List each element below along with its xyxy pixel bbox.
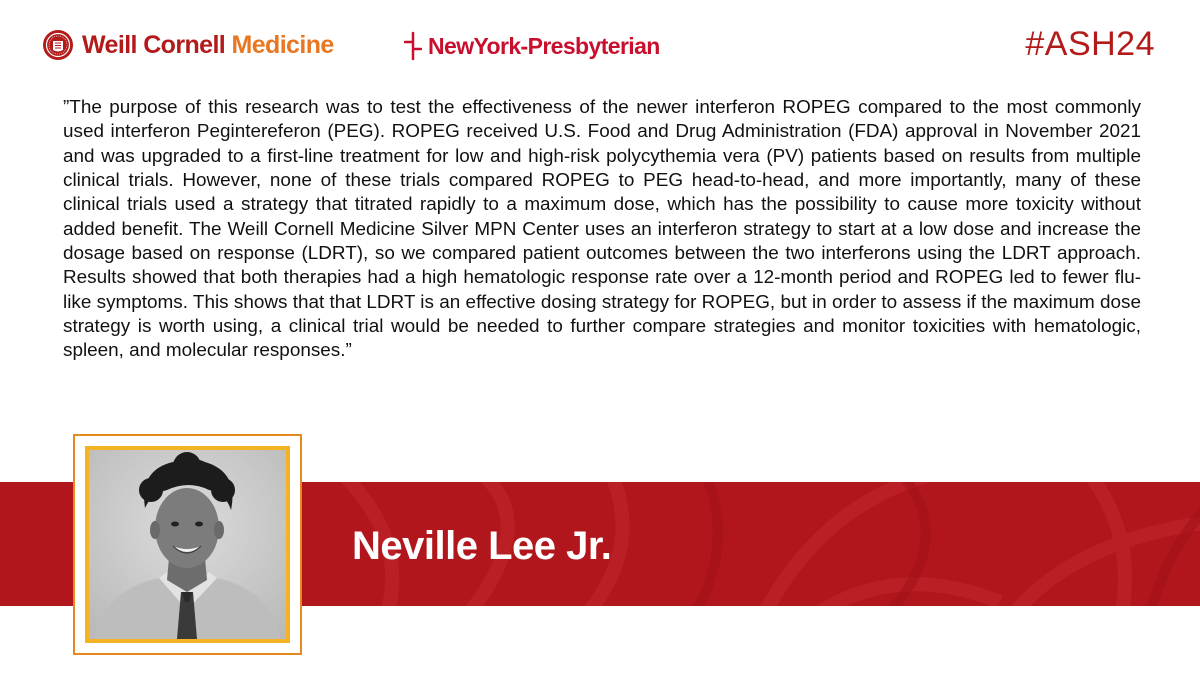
weill-cornell-medicine-logo[interactable] (42, 28, 334, 62)
speaker-portrait-image (89, 450, 286, 639)
event-hashtag: #ASH24 (1025, 25, 1155, 63)
newyork-presbyterian-logo[interactable] (404, 30, 660, 62)
quote-text: ”The purpose of this research was to test the effectiveness of the newer interferon ROPEG compared to the most commonly used interferon Pegintereferon (PEG). ROPEG received U.S. Food and Drug Administration (FDA) approval in November 2021 and was upgraded to a first-line treatment for low and high-risk polycythemia vera (PV) patients based on results from multiple clinical trials. However, none of these trials compared ROPEG to PEG head-to-head, and more importantly, many of these clinical trials used a strategy that titrated rapidly to a maximum dose, which has the possibility to cause more toxicity without added benefit. The Weill Cornell Medicine Silver MPN Center uses an interferon strategy to start at a low dose and increase the dosage based on response (LDRT), so we compared patient outcomes between the two interferons using the LDRT approach. Results showed that both therapies had a high hematologic response rate over a 12-month period and ROPEG led to fewer flu-like symptoms. This shows that that LDRT is an effective dosing strategy for ROPEG, but in order to assess if the maximum dose strategy is worth using, a clinical trial would be needed to further compare strategies and monitor toxicities with hematologic, spleen, and molecular responses.” (63, 97, 1141, 362)
nyp-wordmark: NewYork-Presbyterian (428, 33, 660, 59)
speaker-photo (85, 446, 290, 643)
speaker-name: Neville Lee Jr. (352, 524, 612, 568)
wcm-wordmark-part2: Medicine (231, 31, 334, 59)
nyp-mark-icon (404, 31, 422, 61)
cornell-seal-icon (42, 29, 74, 61)
wcm-wordmark (82, 29, 334, 61)
header (0, 0, 1200, 90)
speaker-photo-frame (73, 434, 302, 655)
wcm-wordmark-part1: Weill Cornell (82, 31, 232, 59)
